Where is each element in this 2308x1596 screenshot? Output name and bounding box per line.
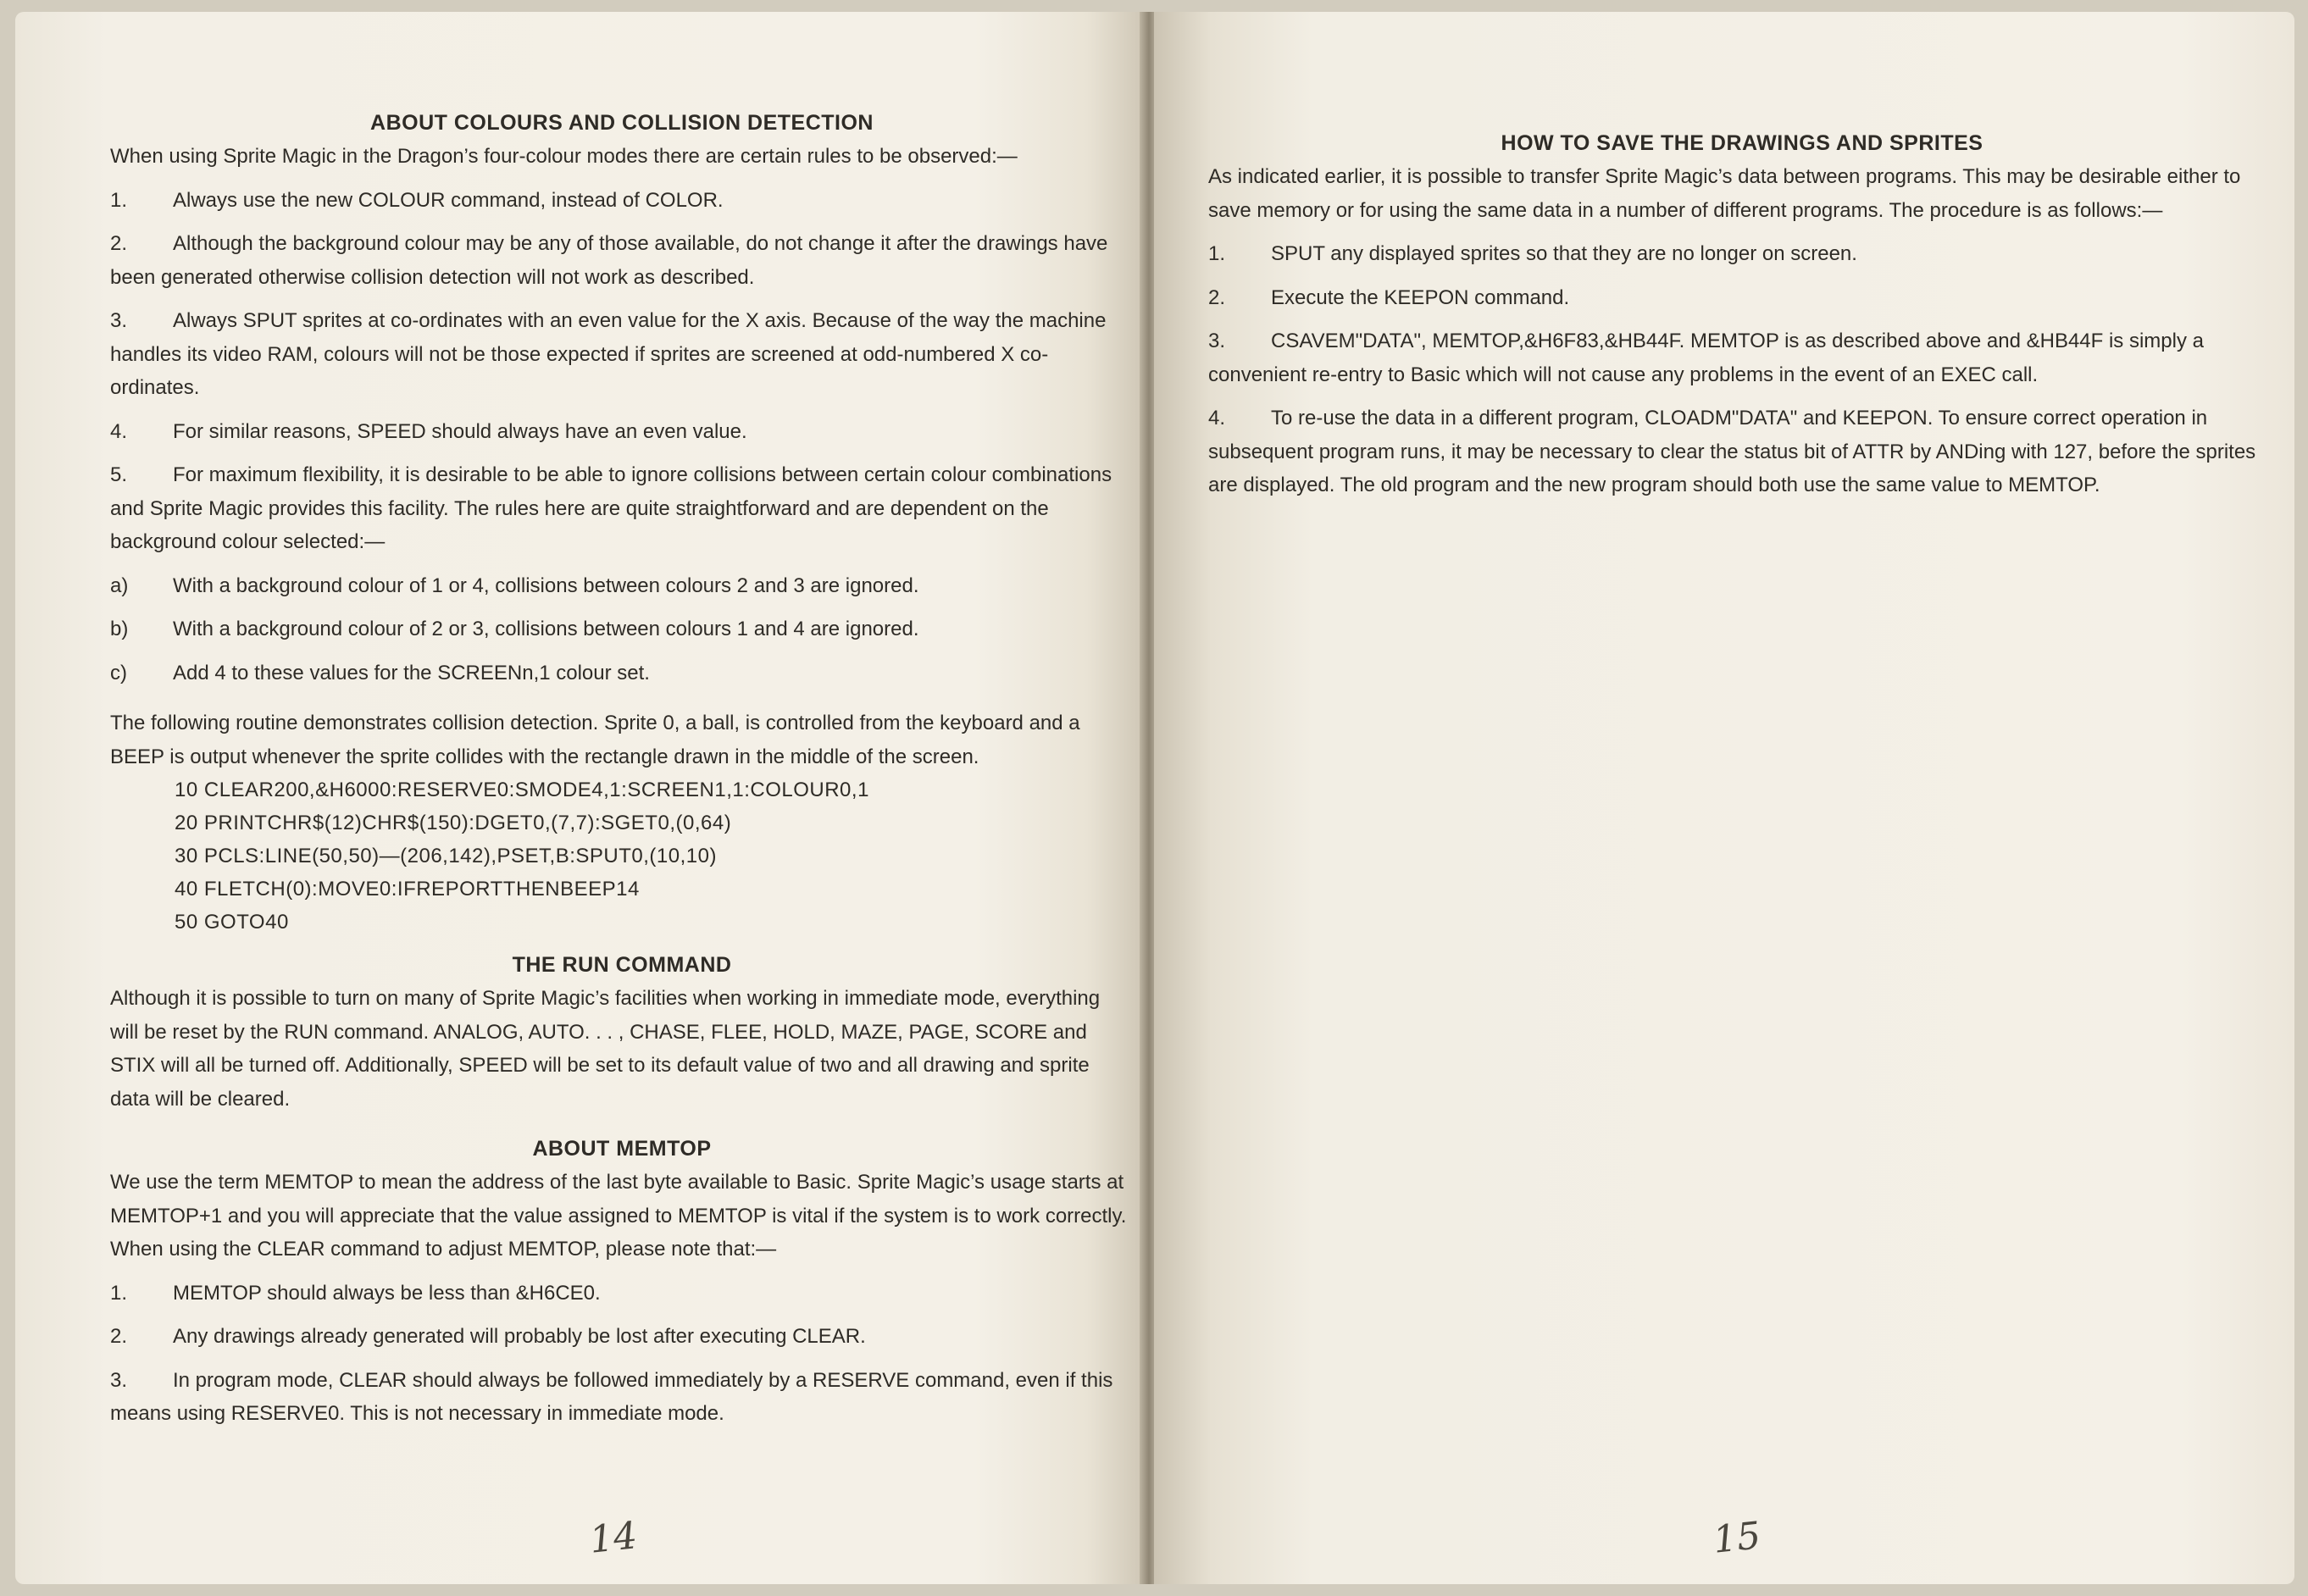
code-line: 30 PCLS:LINE(50,50)—(206,142),PSET,B:SPUT0,(10,10) [175,845,717,867]
colours-collision-heading: ABOUT COLOURS AND COLLISION DETECTION [370,111,874,135]
list-item [1208,237,2276,271]
item-number: 5. [110,463,128,486]
item-text: For similar reasons, SPEED should always have an even value. [173,419,747,443]
list-item [110,304,1134,405]
right-page [1154,12,2294,1584]
item-number: 2. [1208,285,1226,309]
item-text: To re-use the data in a different program, CLOADM"DATA" and KEEPON. To ensure correct operation in subsequent program runs, it may be necessary to clear the status bit of ATTR by ANDing with 127, before the sprites are displayed. The old program and the new program should both use the same value to MEMTOP. [1208,407,2256,496]
item-text: Always SPUT sprites at co-ordinates with an even value for the X axis. Because of the way the machine handles its video RAM, colours will not be those expected if sprites are screened at odd-numbered X co-ordinates. [110,309,1107,399]
list-item [1208,281,2276,315]
item-number: b) [110,618,129,640]
left-page-content [110,107,1134,1431]
memtop-text: We use the term MEMTOP to mean the address of the last byte available to Basic. Sprite Magic’s usage starts at MEMTOP+1 and you will appreciate that the value assigned to MEMTOP is vital if the system is to work correctly. When using the CLEAR command to adjust MEMTOP, please note that:— [110,1171,1127,1261]
code-listing [175,773,1134,939]
item-text: Execute the KEEPON command. [1271,285,1570,309]
list-item [110,569,1134,603]
left-page [15,12,1144,1584]
routine-description: The following routine demonstrates collision detection. Sprite 0, a ball, is controlled from the keyboard and a BEEP is output whenever the sprite collides with the rectangle drawn in the middle of the screen. [110,712,1080,768]
list-item [110,1364,1134,1431]
list-item [110,227,1134,294]
list-item [110,458,1134,559]
item-number: 4. [1208,407,1226,429]
code-line: 50 GOTO40 [175,911,289,934]
item-number: 2. [110,1325,128,1348]
save-drawings-heading: HOW TO SAVE THE DRAWINGS AND SPRITES [1501,131,1983,155]
list-item [110,1320,1134,1354]
item-text: SPUT any displayed sprites so that they are no longer on screen. [1271,242,1857,265]
page-number-left: 14 [587,1514,640,1562]
code-line: 40 FLETCH(0):MOVE0:IFREPORTTHENBEEP14 [175,878,640,901]
item-text: In program mode, CLEAR should always be followed immediately by a RESERVE command, even if this means using RESERVE0. This is not necessary in immediate mode. [110,1368,1113,1425]
list-item [110,1277,1134,1311]
save-intro: As indicated earlier, it is possible to transfer Sprite Magic’s data between programs. This may be desirable either to save memory or for using the same data in a number of different programs. The procedure is as follows:— [1208,165,2241,222]
item-text: For maximum flexibility, it is desirable to be able to ignore collisions between certain colour combinations and Sprite Magic provides this facility. The rules here are quite straightforward and are dependent on the background colour selected:— [110,463,1112,553]
list-item [1208,324,2276,391]
list-item [110,184,1134,218]
item-text: Always use the new COLOUR command, instead of COLOR. [173,188,724,212]
right-page-content [1208,127,2276,502]
colours-intro: When using Sprite Magic in the Dragon’s four-colour modes there are certain rules to be observed:— [110,145,1018,168]
item-number: a) [110,574,129,597]
code-line: 10 CLEAR200,&H6000:RESERVE0:SMODE4,1:SCREEN1,1:COLOUR0,1 [175,779,869,801]
item-number: 2. [110,232,128,255]
item-number: c) [110,661,127,684]
code-line: 20 PRINTCHR$(12)CHR$(150):DGET0,(7,7):SGET0,(0,64) [175,812,732,834]
item-text: With a background colour of 2 or 3, collisions between colours 1 and 4 are ignored. [173,618,919,640]
item-number: 1. [110,1281,128,1305]
item-text: CSAVEM"DATA", MEMTOP,&H6F83,&HB44F. MEMTOP is as described above and &HB44F is simply a convenient re-entry to Basic which will not cause any problems in the event of an EXEC call. [1208,330,2204,386]
item-number: 1. [1208,242,1226,265]
item-text: Add 4 to these values for the SCREENn,1 colour set. [173,661,650,684]
item-number: 4. [110,419,128,443]
memtop-heading: ABOUT MEMTOP [532,1137,712,1161]
item-number: 3. [1208,330,1226,352]
run-command-text: Although it is possible to turn on many of Sprite Magic’s facilities when working in immediate mode, everything will be reset by the RUN command. ANALOG, AUTO. . . , CHASE, FLEE, HOLD, MAZE, PAGE, SCORE and STIX will all be turned off. Additionally, SPEED will be set to its default value of two and all drawing and sprite data will be cleared. [110,987,1101,1111]
item-text: With a background colour of 1 or 4, collisions between colours 2 and 3 are ignored. [173,574,919,597]
item-text: Although the background colour may be any of those available, do not change it after the drawings have been generated otherwise collision detection will not work as described. [110,232,1108,289]
list-item [110,415,1134,449]
list-item [110,657,1134,690]
item-number: 1. [110,188,128,212]
page-number-right: 15 [1711,1514,1763,1562]
list-item [1208,402,2276,502]
list-item [110,612,1134,646]
item-number: 3. [110,1368,128,1392]
item-text: Any drawings already generated will probably be lost after executing CLEAR. [173,1325,866,1348]
item-number: 3. [110,309,128,332]
item-text: MEMTOP should always be less than &H6CE0. [173,1281,601,1305]
run-command-heading: THE RUN COMMAND [512,953,732,977]
